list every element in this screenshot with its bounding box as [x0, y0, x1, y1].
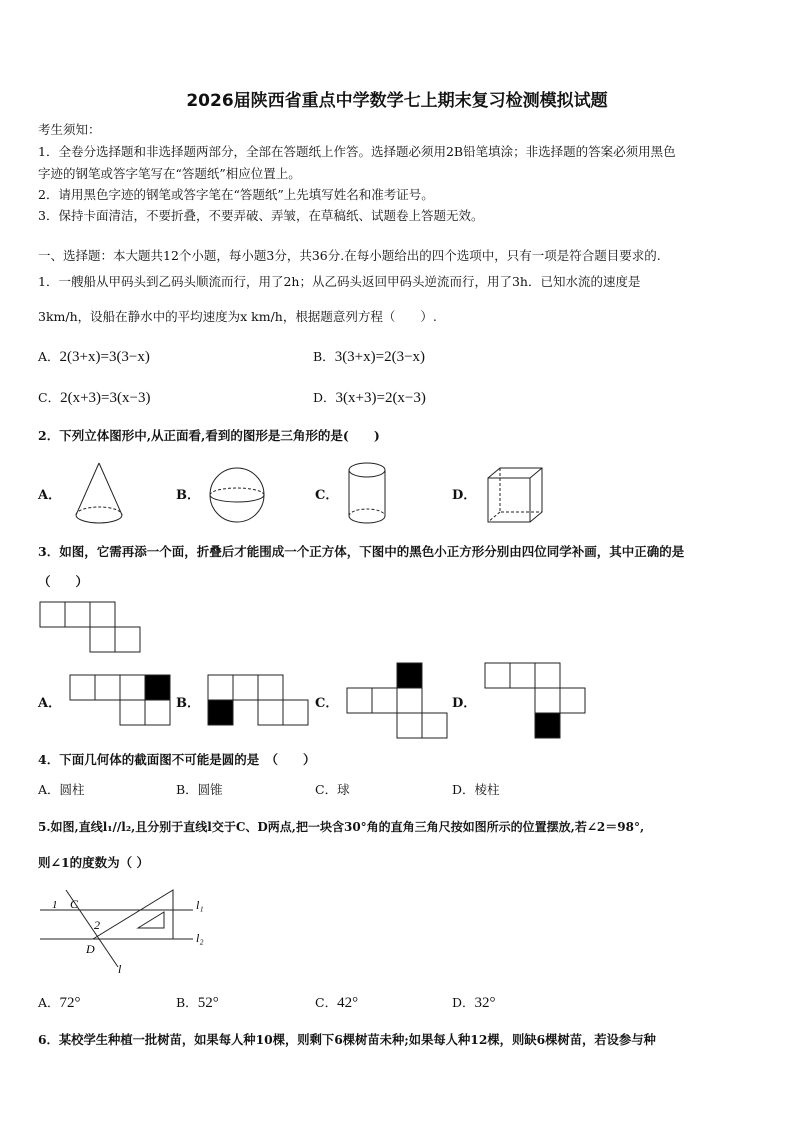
- q5-option-b[interactable]: [176, 993, 219, 1012]
- q1-option-a[interactable]: [38, 347, 150, 366]
- notice-heading: 考生须知：: [38, 122, 101, 137]
- q3-option-a-label[interactable]: A．: [38, 696, 62, 711]
- q2-option-c-label[interactable]: C．: [315, 488, 339, 503]
- option-label: C．: [315, 995, 338, 1010]
- q3-stem-line-2: （ ）: [38, 574, 89, 589]
- q4-option-b[interactable]: B．圆锥: [176, 782, 223, 797]
- q5-option-a[interactable]: [38, 993, 81, 1012]
- q4-option-a[interactable]: A．圆柱: [38, 782, 85, 797]
- q1-option-b[interactable]: [313, 347, 425, 366]
- q3-option-c-label[interactable]: C．: [315, 696, 339, 711]
- option-text: 3(x+3)=2(x−3): [335, 390, 426, 406]
- option-label: D．: [313, 390, 336, 405]
- option-label: D．: [452, 995, 475, 1010]
- option-label: A．: [38, 995, 60, 1010]
- q2-option-b-label[interactable]: B．: [176, 488, 200, 503]
- line-l2-label: l₂: [196, 931, 204, 945]
- q2-stem: 2．下列立体图形中,从正面看,看到的图形是三角形的是( ): [38, 428, 380, 443]
- q3-option-b-label[interactable]: B．: [176, 696, 200, 711]
- q3-net-b: [208, 675, 312, 727]
- q4-stem: 4．下面几何体的截面图不可能是圆的是 （ ）: [38, 752, 316, 767]
- q5-option-c[interactable]: [315, 993, 358, 1012]
- q4-option-c[interactable]: C．球: [315, 782, 350, 797]
- notice-line-4: 3．保持卡面清洁，不要折叠，不要弄破、弄皱，在草稿纸、试题卷上答题无效。: [38, 208, 484, 223]
- cone-icon: [72, 460, 127, 528]
- q5-stem-line-2: 则∠1的度数为（ ）: [38, 855, 150, 870]
- point-c-label: C: [70, 897, 79, 911]
- section-heading: 一、选择题：本大题共12个小题，每小题3分，共36分.在每小题给出的四个选项中，只有一项是符合题目要求的.: [38, 248, 661, 263]
- q2-option-a-label[interactable]: A．: [38, 488, 62, 503]
- option-text: 2(3+x)=3(3−x): [59, 349, 150, 365]
- notice-line-3: 2．请用黑色字迹的钢笔或答字笔在“答题纸”上先填写姓名和准考证号。: [38, 187, 434, 202]
- option-label: A．: [38, 349, 60, 364]
- point-d-label: D: [86, 942, 95, 956]
- cylinder-icon: [346, 460, 390, 528]
- q1-stem-line-1: 1．一艘船从甲码头到乙码头顺流而行，用了2h；从乙码头返回甲码头逆流而行，用了3h．已知水流的速度是: [38, 274, 641, 289]
- q1-option-d[interactable]: [313, 388, 426, 407]
- line-l1-label: l₁: [196, 898, 204, 912]
- q5-stem-line-1: 5.如图,直线l₁//l₂,且分别于直线l交于C、D两点,把一块含30°角的直角三角尺按如图所示的位置摆放,若∠2＝98°,: [38, 820, 645, 834]
- option-text: 2(x+3)=3(x−3): [60, 390, 151, 406]
- line-l-label: l: [118, 962, 122, 976]
- q4-option-d[interactable]: D．棱柱: [452, 782, 500, 797]
- sphere-icon: [208, 466, 266, 524]
- q3-net-d: [485, 663, 589, 741]
- angle-1-label: 1: [52, 899, 58, 911]
- q3-base-net: [40, 602, 144, 654]
- q3-net-a: [70, 675, 174, 727]
- cuboid-icon: [486, 466, 544, 526]
- q6-stem-line-1: 6．某校学生种植一批树苗，如果每人种10棵，则剩下6棵树苗未种;如果每人种12棵，则缺6棵树苗，若设参与种: [38, 1032, 656, 1047]
- q5-option-d[interactable]: [452, 993, 496, 1012]
- option-text: 72°: [59, 995, 81, 1011]
- q3-option-d-label[interactable]: D．: [452, 696, 477, 711]
- q5-figure: [38, 882, 218, 977]
- option-text: 3(3+x)=2(3−x): [334, 349, 426, 365]
- q1-option-c[interactable]: [38, 388, 150, 407]
- option-text: 32°: [474, 995, 496, 1011]
- page-title: 2026届陕西省重点中学数学七上期末复习检测模拟试题: [186, 91, 608, 111]
- option-label: C．: [38, 390, 61, 405]
- option-text: 52°: [197, 995, 219, 1011]
- option-label: B．: [176, 995, 198, 1010]
- q1-stem-line-2: 3km/h，设船在静水中的平均速度为x km/h，根据题意列方程（ ）.: [38, 309, 437, 324]
- q3-net-c: [347, 663, 451, 741]
- notice-line-2: 字迹的钢笔或答字笔写在“答题纸”相应位置上。: [38, 166, 301, 181]
- q2-option-d-label[interactable]: D．: [452, 488, 477, 503]
- option-label: B．: [313, 349, 335, 364]
- q3-stem-line-1: 3．如图，它需再添一个面，折叠后才能围成一个正方体，下图中的黑色小正方形分别由四位同学补画，其中正确的是: [38, 544, 685, 559]
- angle-2-label: 2: [94, 918, 100, 932]
- notice-line-1: 1．全卷分选择题和非选择题两部分，全部在答题纸上作答。选择题必须用2B铅笔填涂；非选择题的答案必须用黑色: [38, 144, 676, 159]
- option-text: 42°: [337, 995, 359, 1011]
